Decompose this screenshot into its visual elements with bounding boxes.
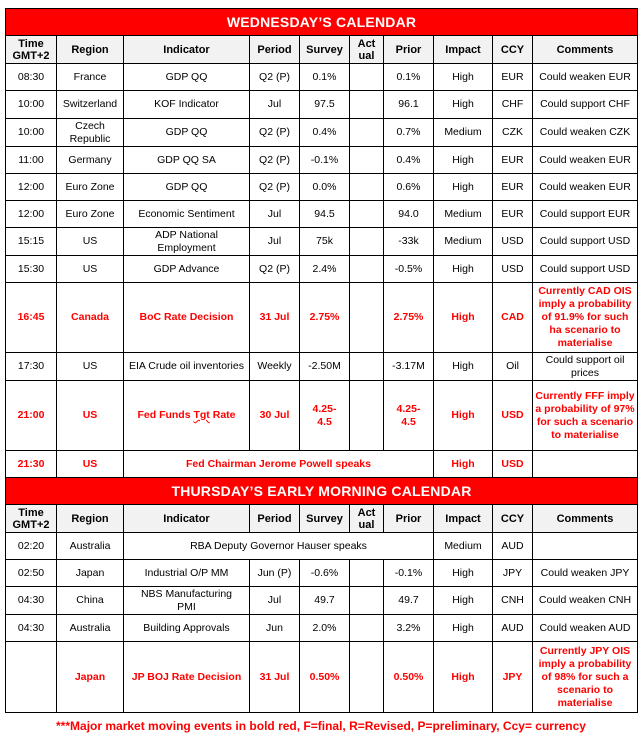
cell-impact: High	[434, 451, 493, 478]
cell-ccy: JPY	[493, 560, 533, 587]
table-row-major	[6, 642, 638, 713]
indicator-text-pre: Fed Funds	[137, 409, 194, 421]
cell-indicator: BoC Rate Decision	[124, 283, 250, 353]
cell-actual	[350, 174, 384, 201]
header-actual-line2: ual	[358, 49, 375, 62]
cell-comments: Currently JPY OIS imply a probability of 98% for such a scenario to materialise	[533, 642, 638, 713]
col-header-period: Period	[250, 505, 300, 533]
cell-time: 15:15	[6, 228, 57, 256]
cell-actual	[350, 119, 384, 147]
cell-prior: 0.1%	[384, 64, 434, 91]
cell-period: Jun	[250, 615, 300, 642]
cell-impact: High	[434, 381, 493, 451]
wednesday-title: WEDNESDAY’S CALENDAR	[6, 9, 638, 36]
cell-region: Euro Zone	[57, 174, 124, 201]
cell-survey: 0.0%	[300, 174, 350, 201]
cell-prior: 2.75%	[384, 283, 434, 353]
cell-region: US	[57, 353, 124, 381]
cell-period: Jul	[250, 587, 300, 615]
cell-comments: Could weaken CNH	[533, 587, 638, 615]
cell-actual	[350, 256, 384, 283]
header-actual-line1: Act	[357, 37, 376, 50]
cell-period: 30 Jul	[250, 381, 300, 451]
cell-impact: High	[434, 147, 493, 174]
calendar-document	[5, 8, 637, 713]
table-row	[6, 91, 638, 119]
cell-ccy: EUR	[493, 64, 533, 91]
col-header-ccy: CCY	[493, 36, 533, 64]
cell-period: Q2 (P)	[250, 119, 300, 147]
cell-actual	[350, 587, 384, 615]
thursday-header-row	[6, 505, 638, 533]
cell-region: France	[57, 64, 124, 91]
cell-ccy: USD	[493, 451, 533, 478]
table-row	[6, 201, 638, 228]
cell-prior: 0.4%	[384, 147, 434, 174]
cell-indicator	[124, 381, 250, 451]
cell-impact: High	[434, 256, 493, 283]
cell-region: Euro Zone	[57, 201, 124, 228]
cell-region: Japan	[57, 560, 124, 587]
col-header-comments: Comments	[533, 36, 638, 64]
cell-comments: Could weaken JPY	[533, 560, 638, 587]
col-header-time	[6, 36, 57, 64]
cell-indicator: Economic Sentiment	[124, 201, 250, 228]
cell-period: Q2 (P)	[250, 64, 300, 91]
cell-indicator: GDP QQ SA	[124, 147, 250, 174]
cell-prior: 3.2%	[384, 615, 434, 642]
cell-actual	[350, 147, 384, 174]
table-row-major	[6, 451, 638, 478]
cell-prior: 0.7%	[384, 119, 434, 147]
col-header-survey: Survey	[300, 36, 350, 64]
cell-ccy: CHF	[493, 91, 533, 119]
table-row	[6, 256, 638, 283]
cell-event: RBA Deputy Governor Hauser speaks	[124, 533, 434, 560]
cell-actual	[350, 201, 384, 228]
cell-region: US	[57, 228, 124, 256]
cell-period: 31 Jul	[250, 283, 300, 353]
col-header-region: Region	[57, 36, 124, 64]
cell-prior: -3.17M	[384, 353, 434, 381]
cell-prior: 49.7	[384, 587, 434, 615]
cell-prior: -33k	[384, 228, 434, 256]
header-time-line1: Time	[18, 506, 44, 519]
table-row	[6, 174, 638, 201]
cell-survey: 49.7	[300, 587, 350, 615]
wednesday-banner	[6, 9, 638, 36]
cell-comments: Could weaken EUR	[533, 174, 638, 201]
cell-comments: Could support CHF	[533, 91, 638, 119]
cell-time: 21:00	[6, 381, 57, 451]
cell-survey: 94.5	[300, 201, 350, 228]
cell-ccy: USD	[493, 381, 533, 451]
cell-time: 04:30	[6, 587, 57, 615]
table-row	[6, 119, 638, 147]
table-row	[6, 353, 638, 381]
cell-survey: 75k	[300, 228, 350, 256]
cell-survey: -0.1%	[300, 147, 350, 174]
cell-period: Jul	[250, 91, 300, 119]
header-time-line2: GMT+2	[12, 49, 50, 62]
cell-region: US	[57, 451, 124, 478]
cell-prior: 96.1	[384, 91, 434, 119]
col-header-period: Period	[250, 36, 300, 64]
cell-survey: 97.5	[300, 91, 350, 119]
thursday-banner	[6, 478, 638, 505]
cell-actual	[350, 353, 384, 381]
cell-time: 12:00	[6, 174, 57, 201]
cell-prior: 94.0	[384, 201, 434, 228]
cell-period: Jun (P)	[250, 560, 300, 587]
cell-time: 17:30	[6, 353, 57, 381]
cell-ccy: AUD	[493, 615, 533, 642]
cell-survey: 0.1%	[300, 64, 350, 91]
table-row	[6, 228, 638, 256]
col-header-ccy: CCY	[493, 505, 533, 533]
cell-region: Australia	[57, 533, 124, 560]
cell-time: 21:30	[6, 451, 57, 478]
cell-actual	[350, 615, 384, 642]
col-header-indicator: Indicator	[124, 505, 250, 533]
cell-time: 04:30	[6, 615, 57, 642]
cell-indicator: KOF Indicator	[124, 91, 250, 119]
cell-actual	[350, 381, 384, 451]
cell-region: Czech Republic	[57, 119, 124, 147]
cell-prior: 0.6%	[384, 174, 434, 201]
cell-period: Jul	[250, 201, 300, 228]
cell-impact: Medium	[434, 228, 493, 256]
col-header-prior: Prior	[384, 505, 434, 533]
thursday-title: THURSDAY’S EARLY MORNING CALENDAR	[6, 478, 638, 505]
cell-region: Australia	[57, 615, 124, 642]
cell-comments: Could weaken CZK	[533, 119, 638, 147]
cell-indicator: EIA Crude oil inventories	[124, 353, 250, 381]
cell-ccy: USD	[493, 228, 533, 256]
cell-region: Canada	[57, 283, 124, 353]
cell-comments	[533, 451, 638, 478]
col-header-region: Region	[57, 505, 124, 533]
cell-time: 02:20	[6, 533, 57, 560]
cell-impact: Medium	[434, 201, 493, 228]
cell-ccy: CNH	[493, 587, 533, 615]
indicator-text-post: Rate	[209, 409, 236, 421]
cell-comments: Could support USD	[533, 256, 638, 283]
table-row	[6, 615, 638, 642]
col-header-prior: Prior	[384, 36, 434, 64]
cell-indicator: GDP Advance	[124, 256, 250, 283]
cell-comments	[533, 533, 638, 560]
cell-period: Jul	[250, 228, 300, 256]
cell-survey: 2.0%	[300, 615, 350, 642]
cell-region: Switzerland	[57, 91, 124, 119]
cell-impact: High	[434, 174, 493, 201]
cell-comments: Could weaken EUR	[533, 147, 638, 174]
table-row-major	[6, 283, 638, 353]
cell-time: 15:30	[6, 256, 57, 283]
cell-period: Q2 (P)	[250, 174, 300, 201]
cell-ccy: USD	[493, 256, 533, 283]
cell-period: 31 Jul	[250, 642, 300, 713]
cell-region: Germany	[57, 147, 124, 174]
cell-comments: Could support oil prices	[533, 353, 638, 381]
cell-impact: High	[434, 91, 493, 119]
cell-actual	[350, 642, 384, 713]
cell-survey: 4.25-4.5	[300, 381, 350, 451]
header-time-line1: Time	[18, 37, 44, 50]
cell-survey: 0.4%	[300, 119, 350, 147]
cell-actual	[350, 560, 384, 587]
col-header-comments: Comments	[533, 505, 638, 533]
cell-actual	[350, 91, 384, 119]
cell-comments: Could weaken AUD	[533, 615, 638, 642]
header-actual-line2: ual	[358, 518, 375, 531]
cell-impact: High	[434, 283, 493, 353]
cell-actual	[350, 228, 384, 256]
cell-ccy: EUR	[493, 147, 533, 174]
cell-indicator: NBS Manufacturing PMI	[124, 587, 250, 615]
cell-actual	[350, 283, 384, 353]
cell-comments: Could support USD	[533, 228, 638, 256]
cell-time: 10:00	[6, 91, 57, 119]
cell-prior: 0.50%	[384, 642, 434, 713]
cell-time: 02:50	[6, 560, 57, 587]
cell-survey: 2.75%	[300, 283, 350, 353]
cell-impact: High	[434, 353, 493, 381]
cell-indicator: JP BOJ Rate Decision	[124, 642, 250, 713]
cell-ccy: EUR	[493, 201, 533, 228]
col-header-impact: Impact	[434, 36, 493, 64]
cell-comments: Could support EUR	[533, 201, 638, 228]
cell-prior: 4.25-4.5	[384, 381, 434, 451]
cell-time	[6, 642, 57, 713]
col-header-survey: Survey	[300, 505, 350, 533]
cell-region: Japan	[57, 642, 124, 713]
cell-survey: 0.50%	[300, 642, 350, 713]
cell-actual	[350, 64, 384, 91]
cell-time: 10:00	[6, 119, 57, 147]
cell-time: 11:00	[6, 147, 57, 174]
cell-impact: Medium	[434, 533, 493, 560]
cell-period: Weekly	[250, 353, 300, 381]
cell-ccy: EUR	[493, 174, 533, 201]
cell-impact: Medium	[434, 119, 493, 147]
cell-indicator: Industrial O/P MM	[124, 560, 250, 587]
cell-prior: -0.1%	[384, 560, 434, 587]
cell-impact: High	[434, 64, 493, 91]
col-header-indicator: Indicator	[124, 36, 250, 64]
cell-ccy: CZK	[493, 119, 533, 147]
cell-comments: Currently CAD OIS imply a probability of 91.9% for such ha scenario to materialise	[533, 283, 638, 353]
cell-impact: High	[434, 587, 493, 615]
cell-ccy: CAD	[493, 283, 533, 353]
cell-survey: -2.50M	[300, 353, 350, 381]
cell-region: US	[57, 256, 124, 283]
header-time-line2: GMT+2	[12, 518, 50, 531]
table-row-major	[6, 381, 638, 451]
cell-time: 16:45	[6, 283, 57, 353]
cell-survey: 2.4%	[300, 256, 350, 283]
cell-time: 08:30	[6, 64, 57, 91]
cell-ccy: JPY	[493, 642, 533, 713]
cell-prior: -0.5%	[384, 256, 434, 283]
cell-indicator: ADP National Employment	[124, 228, 250, 256]
cell-ccy: Oil	[493, 353, 533, 381]
cell-region: US	[57, 381, 124, 451]
table-row	[6, 587, 638, 615]
cell-survey: -0.6%	[300, 560, 350, 587]
wednesday-header-row	[6, 36, 638, 64]
cell-period: Q2 (P)	[250, 256, 300, 283]
economic-calendar-table	[5, 8, 638, 713]
header-actual-line1: Act	[357, 506, 376, 519]
footnote: ***Major market moving events in bold red, F=final, R=Revised, P=preliminary, Ccy= currency	[56, 719, 586, 733]
cell-impact: High	[434, 642, 493, 713]
col-header-actual	[350, 505, 384, 533]
cell-period: Q2 (P)	[250, 147, 300, 174]
cell-time: 12:00	[6, 201, 57, 228]
col-header-time	[6, 505, 57, 533]
cell-impact: High	[434, 560, 493, 587]
cell-indicator: GDP QQ	[124, 64, 250, 91]
col-header-actual	[350, 36, 384, 64]
cell-region: China	[57, 587, 124, 615]
cell-indicator: GDP QQ	[124, 174, 250, 201]
cell-indicator: Building Approvals	[124, 615, 250, 642]
cell-comments: Currently FFF imply a probability of 97% for such a scenario to materialise	[533, 381, 638, 451]
col-header-impact: Impact	[434, 505, 493, 533]
table-row	[6, 560, 638, 587]
cell-event: Fed Chairman Jerome Powell speaks	[124, 451, 434, 478]
table-row	[6, 533, 638, 560]
indicator-text-tgt: Tgt	[193, 409, 210, 421]
cell-impact: High	[434, 615, 493, 642]
table-row	[6, 147, 638, 174]
table-row	[6, 64, 638, 91]
cell-ccy: AUD	[493, 533, 533, 560]
cell-comments: Could weaken EUR	[533, 64, 638, 91]
cell-indicator: GDP QQ	[124, 119, 250, 147]
